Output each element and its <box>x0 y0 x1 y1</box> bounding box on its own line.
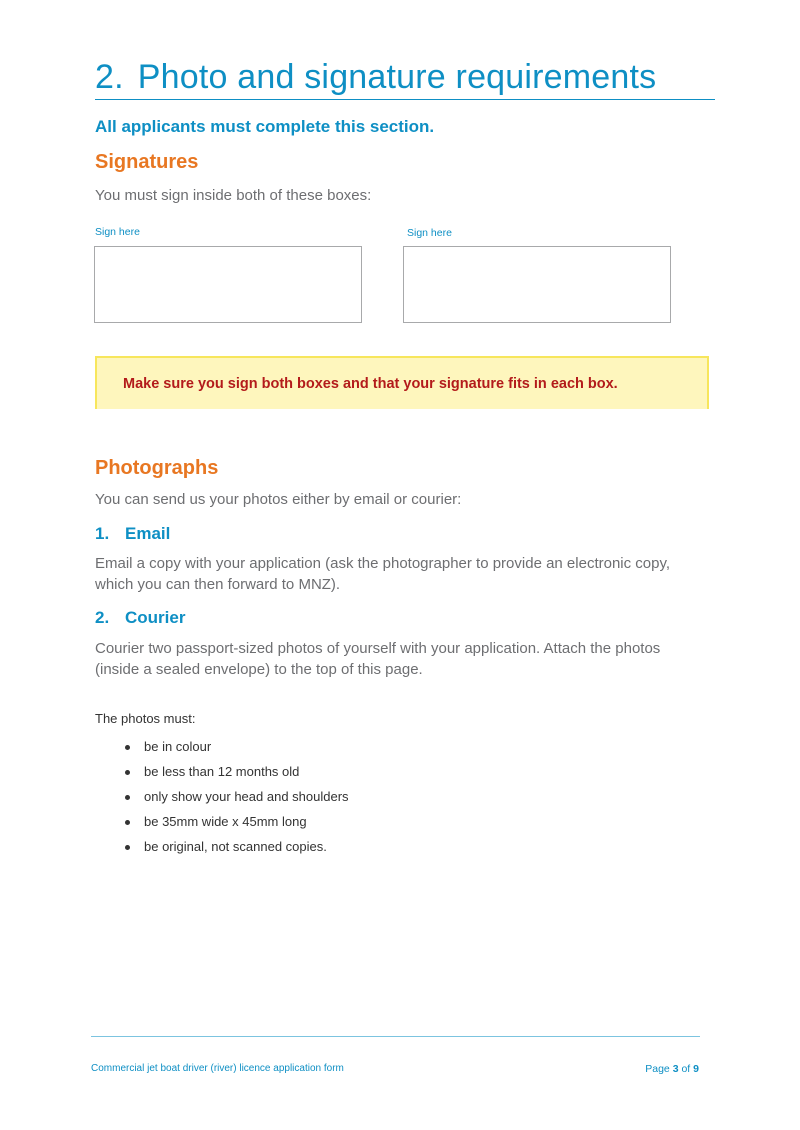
section-number: 2. <box>95 58 124 96</box>
section-subtitle: All applicants must complete this section. <box>95 117 435 136</box>
option-email-number: 1. <box>95 524 110 543</box>
sign-here-label-1: Sign here <box>95 226 140 238</box>
option-email-line-1: Email a copy with your application (ask the photographer to provide an electronic copy, <box>95 555 671 572</box>
footer-page-number: Page 3 of 9 <box>645 1063 699 1075</box>
sign-here-label-2: Sign here <box>407 227 452 239</box>
list-item: be less than 12 months old <box>125 762 349 787</box>
option-email-heading <box>95 524 170 544</box>
bullet-icon <box>125 795 130 800</box>
list-item: be in colour <box>125 737 349 762</box>
section-title-text: Photo and signature requirements <box>137 58 657 96</box>
option-courier-line-2: (inside a sealed envelope) to the top of this page. <box>95 661 423 678</box>
list-item: be original, not scanned copies. <box>125 837 349 862</box>
signature-box-1[interactable] <box>94 246 362 323</box>
option-email-title: Email <box>125 524 171 543</box>
option-email-line-2: which you can then forward to MNZ). <box>95 576 341 593</box>
signatures-instruction: You must sign inside both of these boxes: <box>95 187 372 204</box>
option-courier-title: Courier <box>125 608 186 627</box>
title-divider <box>95 99 715 100</box>
option-courier-heading <box>95 608 185 628</box>
list-item: only show your head and shoulders <box>125 787 349 812</box>
total-pages: 9 <box>693 1063 699 1075</box>
option-courier-line-1: Courier two passport-sized photos of yourself with your application. Attach the photos <box>95 640 661 657</box>
signatures-heading: Signatures <box>95 151 199 173</box>
bullet-icon <box>125 745 130 750</box>
bullet-icon <box>125 845 130 850</box>
signature-warning-box <box>95 356 709 409</box>
signature-warning-text: Make sure you sign both boxes and that your signature fits in each box. <box>123 376 618 392</box>
option-courier-number: 2. <box>95 608 110 627</box>
photographs-heading: Photographs <box>95 457 219 479</box>
photographs-intro: You can send us your photos either by email or courier: <box>95 491 462 508</box>
footer-divider <box>91 1036 700 1037</box>
bullet-icon <box>125 820 130 825</box>
list-item: be 35mm wide x 45mm long <box>125 812 349 837</box>
footer-form-name: Commercial jet boat driver (river) licence application form <box>91 1063 344 1074</box>
current-page: 3 <box>672 1063 679 1075</box>
bullet-icon <box>125 770 130 775</box>
photo-requirements-list <box>125 737 349 862</box>
signature-box-2[interactable] <box>403 246 671 323</box>
photo-requirements-intro: The photos must: <box>95 711 196 726</box>
section-title <box>95 58 656 97</box>
